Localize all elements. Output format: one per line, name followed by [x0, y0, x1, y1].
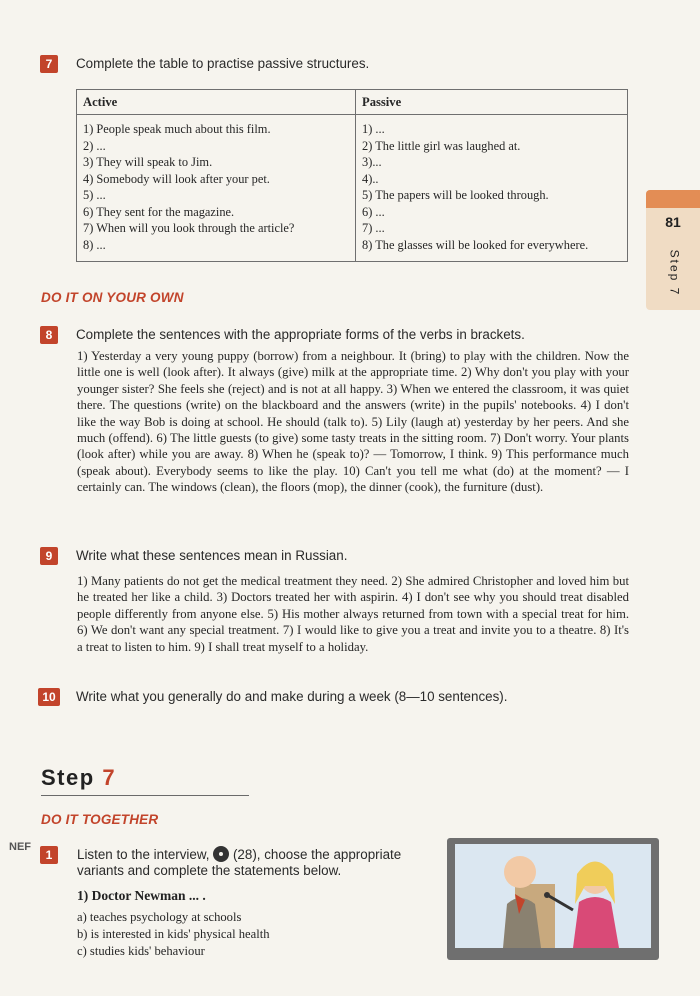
- task-number-badge: 9: [40, 547, 58, 565]
- table-cell: 6) ...: [362, 204, 385, 219]
- step-title: [41, 765, 116, 791]
- task-instruction: Complete the table to practise passive structures.: [76, 56, 370, 71]
- task-number-badge: 7: [40, 55, 58, 73]
- step-divider: [41, 795, 249, 796]
- table-cell: 4) Somebody will look after your pet.: [83, 171, 270, 186]
- side-tab-accent: [646, 190, 700, 208]
- table-cell: 3) They will speak to Jim.: [83, 155, 213, 169]
- answer-option: c) studies kids' behaviour: [77, 944, 205, 958]
- section-heading-own: DO IT ON YOUR OWN: [41, 290, 184, 305]
- table-cell: 4)..: [362, 171, 379, 186]
- answer-option: b) is interested in kids' physical health: [77, 927, 270, 941]
- passive-column: [356, 115, 628, 262]
- task-instruction-continued: variants and complete the statements below.: [77, 863, 342, 878]
- table-cell: 5) The papers will be looked through.: [362, 188, 549, 202]
- table-cell: 8) ...: [83, 237, 106, 252]
- side-tab-label-wrap: [662, 240, 686, 306]
- task1-instruction-a: Listen to the interview,: [77, 847, 210, 862]
- table-cell: 7) When will you look through the article?: [83, 221, 295, 235]
- tv-illustration: [447, 838, 659, 960]
- table-header-active: Active: [77, 90, 356, 115]
- step-word: Step: [41, 765, 95, 790]
- section-heading-together: DO IT TOGETHER: [41, 812, 159, 827]
- table-cell: 1) People speak much about this film.: [83, 122, 271, 136]
- table-cell: 7) ...: [362, 221, 385, 235]
- table-cell: 6) They sent for the magazine.: [83, 204, 235, 219]
- active-passive-table: [76, 89, 628, 262]
- task-instruction: [77, 846, 401, 862]
- question-title: 1) Doctor Newman ... .: [77, 888, 206, 903]
- step-number: 7: [102, 765, 117, 790]
- task-instruction: Write what these sentences mean in Russian.: [76, 548, 348, 563]
- task1-track: (28), choose the appropriate: [232, 847, 402, 862]
- table-cell: 2) The little girl was laughed at.: [362, 138, 521, 153]
- tv-screen: [455, 844, 651, 948]
- active-column: [77, 115, 356, 262]
- task8-text: 1) Yesterday a very young puppy (borrow) from a neighbour. It (bring) to play with the children. Now the little one is well (look after). It always (give) milk at the appropriate time. 2) Why don't you play with your younger sister? She feels she (reject) and is not at all happy. 3) When we entered the classroom, it was quiet there. The questions (write) on the blackboard and the answers (write) in the pupils' notebooks. 4) I don't like the way Bob is doing at school. He should (talk to). 5) Lily (laugh at) yesterday by her peers. And she much (offend). 6) The little guests (to give) some tasty treats in the sitting room. 7) Don't worry. Your plants (look after) while you are away. 8) When he (speak to)? — Tomorrow, I think. 9) This performance much (speak about). Everybody seems to like the play. 10) Can't you tell me what (do) at the moment? — I certainly can. The windows (clean), the floors (mop), the dinner (cook), the furniture (dust).: [77, 349, 629, 495]
- task-number-badge: 10: [38, 688, 60, 706]
- task-number-badge: 8: [40, 326, 58, 344]
- table-cell: 3)...: [362, 155, 382, 169]
- side-tab-label: Step 7: [667, 249, 682, 297]
- task9-text: 1) Many patients do not get the medical treatment they need. 2) She admired Christopher and loved him but he treated her like a child. 3) Doctors treated her with aspirin. 4) I don't see why you should treat disabled people differently from anyone else. 5) His mother always returned from town with a special treat for him. 6) We don't want any special treatment. 7) I would like to give you a treat and invite you to a theatre. 8) It's a treat to listen to him. 9) I shall treat myself to a holiday.: [77, 574, 629, 654]
- side-tab: [646, 190, 700, 310]
- page-number: 81: [665, 214, 681, 230]
- table-cell: 5) ...: [83, 188, 106, 202]
- table-cell: 2) ...: [83, 138, 106, 153]
- answer-option: a) teaches psychology at schools: [77, 910, 242, 924]
- nef-label: NEF: [9, 841, 31, 853]
- task-instruction: Write what you generally do and make during a week (8—10 sentences).: [76, 689, 508, 704]
- task-number-badge: 1: [40, 846, 58, 864]
- table-cell: 1) ...: [362, 122, 385, 136]
- interview-illustration: [455, 844, 651, 948]
- task-instruction: Complete the sentences with the appropriate forms of the verbs in brackets.: [76, 327, 525, 342]
- audio-cd-icon: [213, 846, 229, 862]
- table-header-passive: Passive: [356, 90, 628, 115]
- table-cell: 8) The glasses will be looked for everywhere.: [362, 237, 589, 252]
